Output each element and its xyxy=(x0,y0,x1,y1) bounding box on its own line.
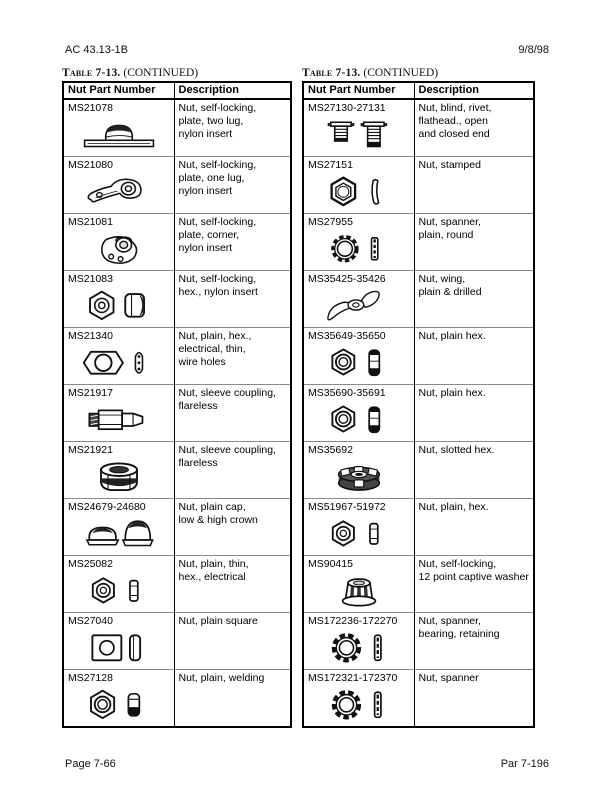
part-number: MS27040 xyxy=(68,615,113,627)
table-header-row xyxy=(63,82,291,99)
part-number: MS21078 xyxy=(68,102,113,114)
table-title-number: Table 7-13. xyxy=(302,67,361,79)
part-number: MS172321-172370 xyxy=(308,672,398,684)
page-number: Page 7-66 xyxy=(65,758,116,770)
table-row xyxy=(63,556,291,613)
part-number: MS27955 xyxy=(308,216,353,228)
description-cell: Nut, spanner, plain, round xyxy=(414,214,534,271)
part-number-cell xyxy=(303,613,414,670)
description-cell: Nut, blind, rivet, flathead., open and closed end xyxy=(414,99,534,157)
part-number: MS24679-24680 xyxy=(68,501,146,513)
cap-nuts-illustration xyxy=(68,515,171,555)
part-number: MS27128 xyxy=(68,672,113,684)
part-number: MS27130-27131 xyxy=(308,102,386,114)
round-spanner-nut-illustration xyxy=(308,230,411,270)
table-title-suffix: (CONTINUED) xyxy=(123,67,199,79)
description-cell: Nut, self-locking, plate, two lug, nylon insert xyxy=(174,99,291,157)
table-row xyxy=(63,442,291,499)
wing-nut-illustration xyxy=(308,287,411,327)
table-row xyxy=(63,214,291,271)
table-row xyxy=(303,157,534,214)
part-number: MS21080 xyxy=(68,159,113,171)
part-number: MS90415 xyxy=(308,558,353,570)
stamped-nut-illustration xyxy=(308,173,411,213)
sleeve-coupling-nut-illustration xyxy=(68,401,171,441)
part-number-cell xyxy=(303,556,414,613)
table-row xyxy=(63,385,291,442)
part-number: MS21081 xyxy=(68,216,113,228)
captive-washer-nut-illustration xyxy=(308,572,411,612)
description-cell: Nut, slotted hex. xyxy=(414,442,534,499)
table-row xyxy=(63,271,291,328)
plate-nut-one-lug-illustration xyxy=(68,173,171,213)
part-number-cell xyxy=(63,442,174,499)
table-row xyxy=(63,670,291,728)
table-title xyxy=(302,67,535,80)
table-row xyxy=(63,328,291,385)
welding-hex-nut-illustration xyxy=(68,686,171,726)
column-header-description: Description xyxy=(414,82,534,99)
part-number-cell xyxy=(63,328,174,385)
description-cell: Nut, wing, plain & drilled xyxy=(414,271,534,328)
self-locking-hex-nut-illustration xyxy=(68,287,171,327)
table-row xyxy=(63,613,291,670)
part-number: MS21083 xyxy=(68,273,113,285)
part-number: MS21340 xyxy=(68,330,113,342)
part-number: MS21917 xyxy=(68,387,113,399)
part-number: MS27151 xyxy=(308,159,353,171)
part-number-cell xyxy=(303,271,414,328)
plain-hex-nut-illustration xyxy=(308,401,411,441)
description-cell: Nut, plain, thin, hex., electrical xyxy=(174,556,291,613)
table-row xyxy=(63,157,291,214)
document-number: AC 43.13-1B xyxy=(65,44,128,56)
part-number-cell xyxy=(63,670,174,728)
part-number-cell xyxy=(63,499,174,556)
part-number-cell xyxy=(303,214,414,271)
part-number: MS35692 xyxy=(308,444,353,456)
part-number-cell xyxy=(303,157,414,214)
plate-nut-two-lug-illustration xyxy=(68,116,171,156)
description-cell: Nut, plain square xyxy=(174,613,291,670)
castle-nut-illustration xyxy=(308,458,411,498)
part-number-cell xyxy=(303,442,414,499)
thin-hex-nut-illustration xyxy=(68,572,171,612)
table-title-suffix: (CONTINUED) xyxy=(363,67,439,79)
table-row xyxy=(303,328,534,385)
table-header-row xyxy=(303,82,534,99)
spanner-ring-nut-illustration xyxy=(308,629,411,669)
plain-hex-nut-illustration xyxy=(308,344,411,384)
nut-parts-table xyxy=(62,81,292,728)
table-row xyxy=(303,499,534,556)
description-cell: Nut, plain hex. xyxy=(414,385,534,442)
table-row xyxy=(303,385,534,442)
parts-table-right xyxy=(302,67,535,728)
description-cell: Nut, sleeve coupling, flareless xyxy=(174,442,291,499)
part-number: MS35649-35650 xyxy=(308,330,386,342)
part-number: MS25082 xyxy=(68,558,113,570)
part-number-cell xyxy=(63,556,174,613)
page-header xyxy=(65,44,549,56)
description-cell: Nut, spanner, bearing, retaining xyxy=(414,613,534,670)
nut-parts-table xyxy=(302,81,535,728)
paragraph-reference: Par 7-196 xyxy=(500,758,549,770)
description-cell: Nut, plain, hex. xyxy=(414,499,534,556)
description-cell: Nut, self-locking, 12 point captive washer xyxy=(414,556,534,613)
spanner-ring-nut-illustration xyxy=(308,686,411,726)
table-title-number: Table 7-13. xyxy=(62,67,121,79)
table-row xyxy=(303,99,534,157)
table-title xyxy=(62,67,292,80)
part-number-cell xyxy=(63,214,174,271)
part-number: MS51967-51972 xyxy=(308,501,386,513)
description-cell: Nut, self-locking, hex., nylon insert xyxy=(174,271,291,328)
document-date: 9/8/98 xyxy=(518,44,549,56)
part-number-cell xyxy=(63,613,174,670)
description-cell: Nut, spanner xyxy=(414,670,534,728)
part-number-cell xyxy=(63,385,174,442)
description-cell: Nut, self-locking, plate, corner, nylon insert xyxy=(174,214,291,271)
page-footer xyxy=(65,758,549,770)
thin-hex-nut-illustration xyxy=(308,515,411,555)
part-number: MS172236-172270 xyxy=(308,615,398,627)
part-number-cell xyxy=(63,99,174,157)
table-row xyxy=(303,214,534,271)
description-cell: Nut, self-locking, plate, one lug, nylon insert xyxy=(174,157,291,214)
description-cell: Nut, plain cap, low & high crown xyxy=(174,499,291,556)
part-number-cell xyxy=(303,328,414,385)
description-cell: Nut, plain, welding xyxy=(174,670,291,728)
part-number-cell xyxy=(303,99,414,157)
part-number-cell xyxy=(63,271,174,328)
column-header-part-number: Nut Part Number xyxy=(303,82,414,99)
part-number-cell xyxy=(303,385,414,442)
tables-area xyxy=(62,67,535,728)
column-header-part-number: Nut Part Number xyxy=(63,82,174,99)
table-row xyxy=(303,613,534,670)
part-number: MS35425-35426 xyxy=(308,273,386,285)
description-cell: Nut, plain hex. xyxy=(414,328,534,385)
column-header-description: Description xyxy=(174,82,291,99)
part-number-cell xyxy=(63,157,174,214)
table-row xyxy=(63,99,291,157)
electrical-hex-nut-illustration xyxy=(68,344,171,384)
sleeve-coupling-nut-3d-illustration xyxy=(68,458,171,498)
table-row xyxy=(303,670,534,728)
square-nut-illustration xyxy=(68,629,171,669)
part-number: MS21921 xyxy=(68,444,113,456)
table-row xyxy=(303,271,534,328)
table-row xyxy=(303,556,534,613)
description-cell: Nut, sleeve coupling, flareless xyxy=(174,385,291,442)
description-cell: Nut, plain, hex., electrical, thin, wire holes xyxy=(174,328,291,385)
part-number: MS35690-35691 xyxy=(308,387,386,399)
table-row xyxy=(303,442,534,499)
table-row xyxy=(63,499,291,556)
parts-table-left xyxy=(62,67,292,728)
plate-nut-corner-illustration xyxy=(68,230,171,270)
rivet-nuts-illustration xyxy=(308,116,411,156)
part-number-cell xyxy=(303,499,414,556)
description-cell: Nut, stamped xyxy=(414,157,534,214)
part-number-cell xyxy=(303,670,414,728)
